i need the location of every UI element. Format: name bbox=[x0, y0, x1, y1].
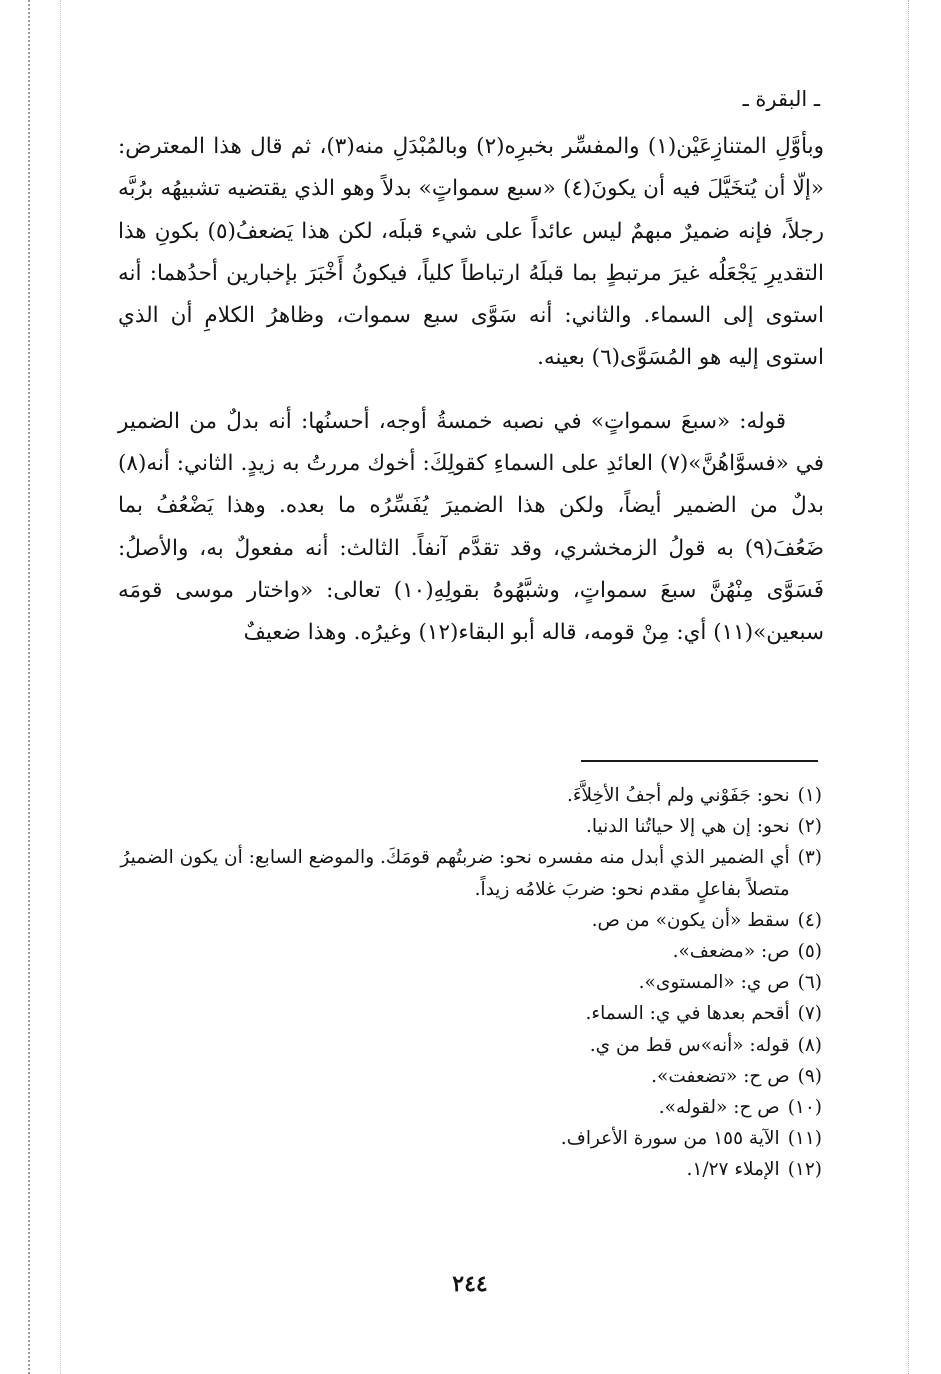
footnote-text: ص ح: «تضعفت». bbox=[651, 1065, 790, 1087]
footnote-7 bbox=[110, 998, 822, 1029]
page-number: ٢٤٤ bbox=[452, 1271, 488, 1297]
footnote-12 bbox=[110, 1154, 822, 1185]
footnote-11 bbox=[110, 1123, 822, 1154]
footnote-8 bbox=[110, 1030, 822, 1061]
footnote-text: أقحم بعدها في ي: السماء. bbox=[585, 1003, 790, 1025]
footnote-number: (١٢) bbox=[787, 1159, 822, 1181]
footnote-9 bbox=[110, 1061, 822, 1092]
scan-edge-left-inner bbox=[60, 0, 61, 1374]
footnote-text: ص: «مضعف». bbox=[672, 941, 790, 963]
footnote-text: أي الضمير الذي أبدل منه مفسره نحو: ضربتُهم قومَكَ. والموضع السابع: أن يكون الضميرُ متصلاً بفاعلٍ مقدم نحو: ضربَ غلامُه زيداً. bbox=[120, 847, 790, 900]
scan-edge-left bbox=[28, 0, 30, 1374]
footnote-text: ص ي: «المستوى». bbox=[638, 972, 790, 994]
footnote-6 bbox=[110, 967, 822, 998]
footnotes-list bbox=[110, 780, 822, 1186]
footnote-10 bbox=[110, 1092, 822, 1123]
running-header: ـ البقرة ـ bbox=[742, 87, 820, 111]
footnote-1 bbox=[110, 780, 822, 811]
footnote-divider bbox=[581, 760, 818, 762]
footnote-number: (١٠) bbox=[787, 1097, 822, 1119]
footnote-3 bbox=[110, 842, 822, 904]
footnote-text: نحو: إن هي إلا حياتُنا الدنيا. bbox=[585, 816, 790, 838]
footnote-5 bbox=[110, 936, 822, 967]
footnote-text: الآية ١٥٥ من سورة الأعراف. bbox=[560, 1128, 780, 1150]
footnote-2 bbox=[110, 811, 822, 842]
footnote-number: (٤) bbox=[797, 909, 822, 931]
body-paragraph-1: وبأوَّلِ المتنازِعَيْن(١) والمفسِّر بخبرِه(٢) وبالمُبْدَلِ منه(٣)، ثم قال هذا المعترض: «إلّا أن يُتخَيَّلَ فيه أن يكونَ(٤) «سبع سمواتٍ» بدلاً وهو الذي يقتضيه تشبيهُه برُبَّه رجلاً، فإنه ضميرٌ مبهمٌ ليس عائداً على شيء قبلَه، لكن هذا يَضعفُ(٥) بكونِ هذا التقديرِ يَجْعَلُه غيرَ مرتبطٍ بما قبلَهُ ارتباطاً كلياً، فيكونُ أَخْبَرَ بإخبارين أحدُهما: أنه استوى إلى السماء. والثاني: أنه سَوَّى سبع سموات، وظاهرُ الكلامِ أن الذي استوى إليه هو المُسَوَّى(٦) بعينه. bbox=[118, 134, 824, 371]
footnote-number: (٣) bbox=[797, 847, 822, 869]
footnote-number: (٧) bbox=[797, 1003, 822, 1025]
footnote-4 bbox=[110, 905, 822, 936]
main-text bbox=[118, 126, 824, 655]
footnote-text: الإملاء ١/٢٧. bbox=[686, 1159, 780, 1181]
footnote-number: (٩) bbox=[797, 1065, 822, 1087]
footnote-number: (١) bbox=[797, 785, 822, 806]
footnote-text: ص ح: «لقوله». bbox=[658, 1097, 780, 1119]
footnote-number: (٦) bbox=[797, 972, 822, 994]
scan-edge-right bbox=[908, 0, 909, 1374]
footnote-number: (٨) bbox=[797, 1034, 822, 1056]
footnote-number: (٥) bbox=[797, 941, 822, 963]
footnote-number: (٢) bbox=[797, 816, 822, 838]
footnote-text: سقط «أن يكون» من ص. bbox=[591, 909, 790, 931]
footnote-text: نحو: جَفَوْني ولم أجفُ الأخِلاَّءَ. bbox=[566, 785, 790, 806]
footnote-number: (١١) bbox=[787, 1128, 822, 1150]
body-paragraph-2: قوله: «سبعَ سمواتٍ» في نصبه خمسةُ أوجه، أحسنُها: أنه بدلٌ من الضمير في «فسوَّاهُنَّ»(٧) العائدِ على السماءِ كقولِكَ: أخوك مررتُ به زيدٍ. الثاني: أنه(٨) بدلٌ من الضمير أيضاً، ولكن هذا الضميرَ يُفَسِّرُه ما بعده. وهذا يَضْعُفُ بما ضَعُفَ(٩) به قولُ الزمخشري، وقد تقدَّم آنفاً. الثالث: أنه مفعولٌ به، والأصلُ: فَسَوَّى مِنْهُنَّ سبعَ سمواتٍ، وشبَّهُوهُ بقولِهِ(١٠) تعالى: «واختار موسى قومَه سبعين»(١١) أي: مِنْ قومه، قاله أبو البقاء(١٢) وغيرُه. وهذا ضعيفٌ bbox=[118, 408, 824, 646]
footnote-text: قوله: «أنه»س قط من ي. bbox=[589, 1034, 790, 1056]
